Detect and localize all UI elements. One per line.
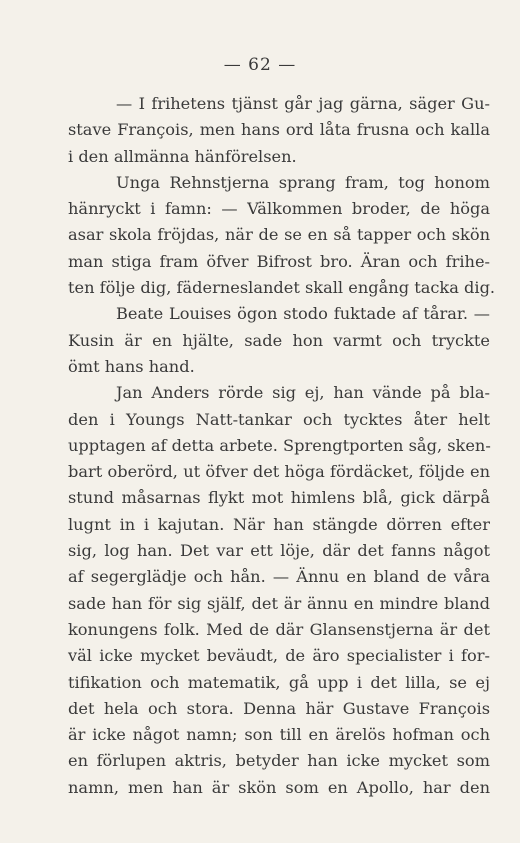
text-line: konungens folk. Med de där Glansenstjerna är det [68, 619, 490, 639]
text-line: är icke något namn; son till en ärelös hofman och [68, 725, 490, 745]
text-line: af segerglädje och hån. — Ännu en bland de våra [68, 567, 490, 587]
text-line: asar skola fröjdas, när de se en så tapper och skön [68, 225, 490, 245]
text-line: bart oberörd, ut öfver det höga fördäcket, följde en [68, 462, 490, 482]
text-line: namn, men han är skön som en Apollo, har den [68, 777, 490, 797]
text-line: Unga Rehnstjerna sprang fram, tog honom [116, 172, 490, 192]
text-line: man stiga fram öfver Bifrost bro. Äran och frihe- [68, 251, 490, 271]
text-line: i den allmänna hänförelsen. [68, 146, 297, 166]
text-line: sade han för sig själf, det är ännu en mindre bland [68, 593, 490, 613]
text-line: Beate Louises ögon stodo fuktade af tårar. — [116, 304, 490, 324]
text-line: Kusin är en hjälte, sade hon varmt och tryckte [68, 330, 490, 350]
page-number: — 62 — [223, 55, 297, 75]
text-line: det hela och stora. Denna här Gustave François [68, 698, 490, 718]
text-line: lugnt in i kajutan. När han stängde dörren efter [68, 514, 490, 534]
text-line: hänryckt i famn: — Välkommen broder, de höga [68, 199, 490, 219]
body-text [68, 91, 496, 801]
text-line: ömt hans hand. [68, 356, 195, 376]
text-line: stave François, men hans ord låta frusna och kalla [68, 120, 490, 140]
text-line: den i Youngs Natt-tankar och tycktes åter helt [68, 409, 490, 429]
text-line: sig, log han. Det var ett löje, där det fanns något [68, 541, 490, 561]
text-line: tifikation och matematik, gå upp i det lilla, se ej [68, 672, 490, 692]
text-line: en förlupen aktris, betyder han icke mycket som [68, 751, 490, 771]
text-line: stund måsarnas flykt mot himlens blå, gick därpå [68, 488, 490, 508]
text-line: väl icke mycket beväudt, de äro specialister i for- [68, 646, 490, 666]
text-line: Jan Anders rörde sig ej, han vände på bla- [116, 383, 490, 403]
text-line: upptagen af detta arbete. Sprengtporten såg, sken- [68, 435, 491, 455]
text-line: — I frihetens tjänst går jag gärna, säger Gu- [116, 94, 490, 113]
text-line: ten följe dig, fäderneslandet skall engång tacka dig. [68, 278, 496, 298]
